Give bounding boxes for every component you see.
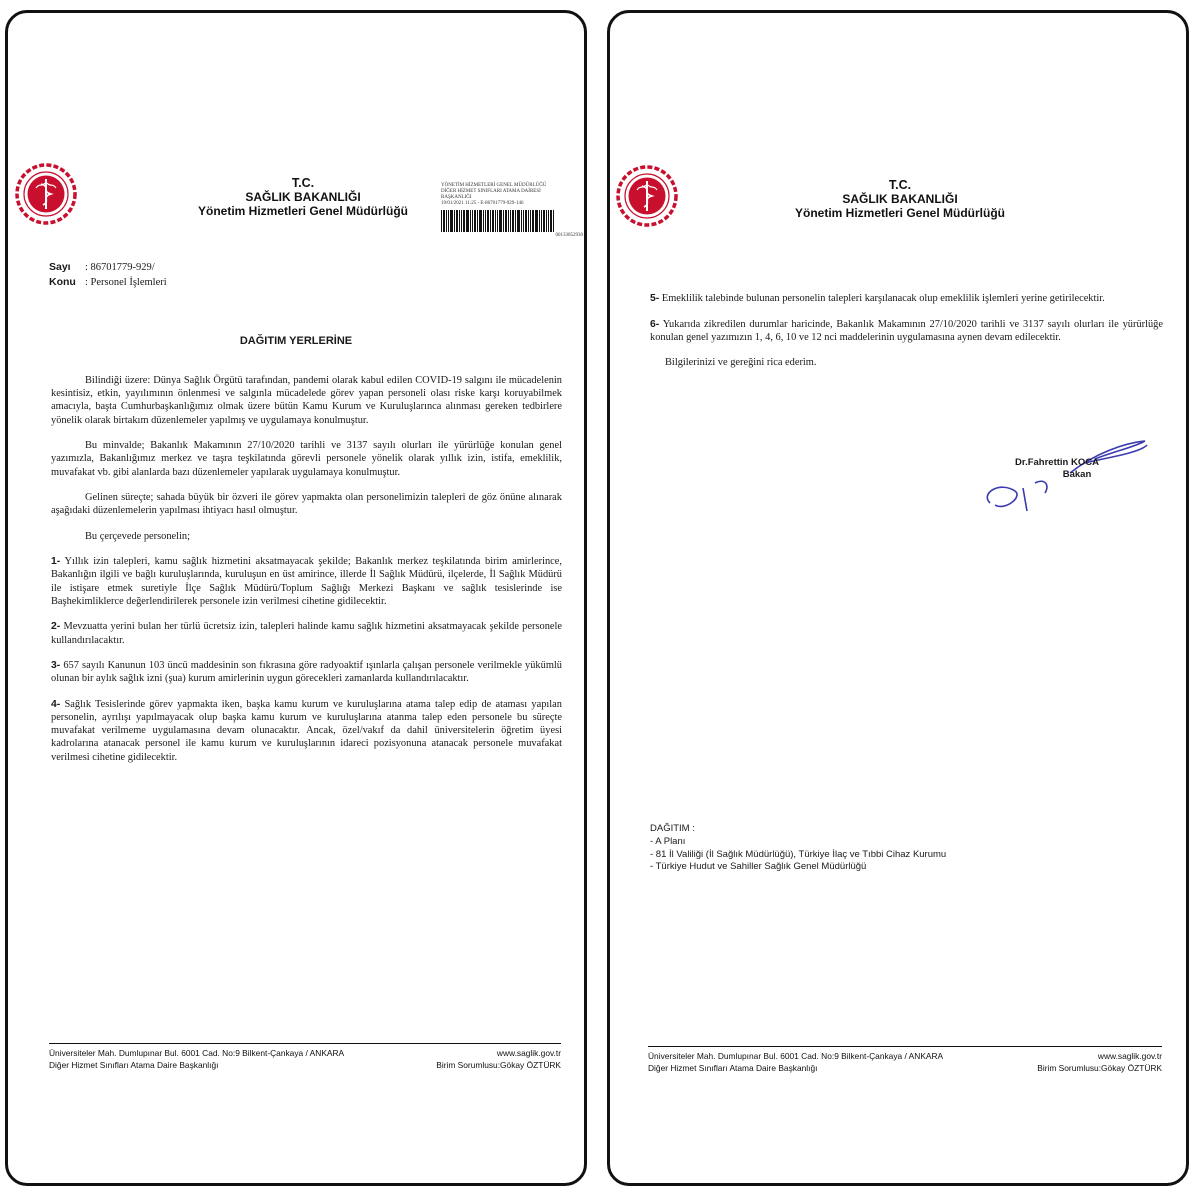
list-item-3 [51,659,562,685]
barcode-number: 00133052930 [555,233,583,238]
barcode-bar [463,210,465,232]
barcode-bar [543,210,545,232]
barcode-bar [550,210,552,232]
barcode-bar [530,210,531,232]
letterhead-ministry: SAĞLIK BAKANLIĞI [245,190,361,204]
list-item-6 [650,318,1163,344]
letterhead-tc: T.C. [888,178,912,192]
distribution-item: - 81 İl Valiliği (İl Sağlık Müdürlüğü), Türkiye İlaç ve Tıbbi Cihaz Kurumu [650,848,947,860]
barcode-bar [553,210,554,232]
barcode-bar [528,210,529,232]
footer-department: Diğer Hizmet Sınıfları Atama Daire Başkanlığı [49,1059,219,1070]
footer-website: www.saglik.gov.tr [496,1048,561,1058]
barcode-bar [508,210,509,232]
footer-website: www.saglik.gov.tr [1097,1051,1162,1061]
item-text: Sağlık Tesislerinde görev yapmakta iken, başka kamu kurum ve kuruluşlarına atama talep edip de ataması yapılan personelin, ayrılışı yapılmayacak olup başka kamu kurum ve kuruluşlarına atanma talep eden personele bu süreçte muvafakat verilmeme uygulamasına devam olunacaktır. Ancak, özel/vakıf da dahil üniversitelerin öğretim üyesi kadrolarına atanacak personel ile kamu kurum ve kuruluşlarının idareci pozisyonuna atanacak personele muvafakat verilmesi cihetine gidilecektir. [51,698,562,763]
item-number: 4- [51,698,61,710]
ministry-logo [15,163,77,225]
barcode-bar [470,210,471,232]
signature-block [1002,457,1112,481]
barcode-bar [499,210,502,232]
stamp-line: DİĞER HİZMET SINIFLARI ATAMA DAİRESİ [441,189,541,194]
barcode-bar [532,210,534,232]
barcode-bar [503,210,504,232]
barcode-bar [515,210,516,232]
barcode-bar [490,210,491,232]
barcode-bar [521,210,522,232]
barcode-bar [459,210,460,232]
sayi-label: Sayı [49,261,71,273]
barcode-bar [450,210,453,232]
footer-department: Diğer Hizmet Sınıfları Atama Daire Başkanlığı [648,1062,818,1073]
page-footer [648,1046,1162,1074]
barcode-bar [456,210,458,232]
distribution-item: - A Planı [650,835,686,847]
barcode-bar [535,210,538,232]
item-number: 5- [650,293,660,304]
barcode-bar [443,210,445,232]
distribution-item: - Türkiye Hudut ve Sahiller Sağlık Genel Müdürlüğü [650,861,867,873]
konu-label: Konu [49,276,76,288]
item-text: Mevzuatta yerini bulan her türlü ücretsiz izin, talepleri halinde kamu sağlık hizmetini aksatmayacak şekilde personele kullandırılacaktır. [51,621,562,646]
barcode-bar [495,210,496,232]
closing-line: Bilgilerinizi ve gereğini rica ederim. [665,357,817,369]
barcode-bar [548,210,549,232]
letterhead-ministry: SAĞLIK BAKANLIĞI [842,192,958,206]
barcode-bar [512,210,514,232]
item-text: Emeklilik talebinde bulunan personelin talepleri karşılanacak olup emeklilik işlemleri yerine getirilecektir. [661,293,1105,304]
item-text: 657 sayılı Kanunun 103 üncü maddesinin son fıkrasına göre radyoaktif ışınlarla çalışan personele verilmekle yükümlü olunan bir aylık sağlık izni (şua) kurum amirlerinin uygun görecekleri zamanlarda kullandırılacaktır. [51,660,562,685]
paragraph: Bu minvalde; Bakanlık Makamının 27/10/2020 tarihli ve 3137 sayılı olurları ile yürürlüğe konulan genel yazımızla, Bakanlığımız merkez ve taşra teşkilatında görevli personele yönelik olarak yıllık izin, istifa, emeklilik, muvafakat vb. gibi alanlarda bazı düzenlemeler yapılarak uygulamaya konulmuştur. [51,440,562,478]
item-number: 1- [51,556,61,568]
barcode-bar [505,210,507,232]
signer-name: Dr.Fahrettin KOCA [1015,457,1099,468]
barcode-bar [541,210,542,232]
barcode-bar [441,210,442,232]
barcode-bar [492,210,494,232]
list-item-5 [650,292,1163,305]
barcode-bar [461,210,462,232]
barcode-bar [448,210,449,232]
list-item-2 [51,620,562,646]
letterhead-directorate: Yönetim Hizmetleri Genel Müdürlüğü [197,204,409,218]
barcode-bar [485,210,486,232]
item-text: Yukarıda zikredilen durumlar haricinde, Bakanlık Makamının 27/10/2020 tarihli ve 3137 sayılı olurları ile yürürlüğe konulan genel yazımızın 1, 4, 6, 10 ve 12 nci maddelerinin uygulamasına aynen devam edilecektir. [650,318,1163,343]
barcode-bar [539,210,540,232]
distribution-title: DAĞITIM : [650,823,695,834]
footer-responsible: Birim Sorumlusu:Gökay ÖZTÜRK [1037,1062,1162,1073]
barcode-bar [446,210,447,232]
ministry-logo [616,165,678,227]
stamp-line: 19/01/2021 11:25 - E-86701779-929-146 [441,201,524,206]
barcode-bar [517,210,520,232]
barcode [441,210,583,232]
stamp-line: BAŞKANLIĞI [441,195,472,200]
barcode-bar [487,210,489,232]
konu-value: : Personel İşlemleri [85,277,167,288]
item-number: 3- [51,660,61,672]
barcode-bar [497,210,498,232]
registry-stamp [441,183,583,239]
barcode-bar [474,210,476,232]
list-item-1 [51,555,562,608]
item-number: 6- [650,318,660,330]
distribution-list [650,823,1150,874]
document-title: DAĞITIM YERLERİNE [239,335,353,347]
signer-title: Bakan [1062,469,1092,480]
letterhead-directorate: Yönetim Hizmetleri Genel Müdürlüğü [794,206,1006,220]
barcode-bar [477,210,478,232]
barcode-bar [483,210,484,232]
paragraph: Bilindiği üzere: Dünya Sağlık Örgütü tarafından, pandemi olarak kabul edilen COVID-19 salgını ile mücadelenin kesintisiz, etkin, yayılımının önlenmesi ve salgınla mücadelede görev yapan personeli olası riske karşı koruyabilmek amacıyla, başta Cumhurbaşkanlığımız olmak üzere bütün Kamu Kurum ve Kuruluşlarınca alınması gereken tedbirlere yönelik olarak birtakım düzenlemeler yapılmış ve uygulamaya konulmuştur. [51,375,562,426]
page-footer [49,1043,561,1071]
barcode-bar [510,210,511,232]
letterhead [775,178,1025,220]
barcode-bar [523,210,524,232]
footer-address: Üniversiteler Mah. Dumlupınar Bul. 6001 Cad. No:9 Bilkent-Çankaya / ANKARA [648,1051,944,1061]
document-meta [49,260,167,290]
document-page-2 [607,10,1189,1186]
barcode-bar [466,210,469,232]
barcode-bar [454,210,455,232]
document-page-1 [5,10,587,1186]
letterhead-tc: T.C. [291,176,315,190]
barcode-bar [472,210,473,232]
list-item-4 [51,698,562,764]
page1-body [51,374,562,776]
footer-address: Üniversiteler Mah. Dumlupınar Bul. 6001 Cad. No:9 Bilkent-Çankaya / ANKARA [49,1048,345,1058]
barcode-bar [479,210,482,232]
barcode-bar [546,210,547,232]
item-number: 2- [51,621,61,633]
footer-responsible: Birim Sorumlusu:Gökay ÖZTÜRK [436,1059,561,1070]
page2-body [650,292,1163,382]
stamp-line: YÖNETİM HİZMETLERİ GENEL MÜDÜRLÜĞÜ [441,183,547,188]
item-text: Yıllık izin talepleri, kamu sağlık hizmetini aksatmayacak şekilde; Bakanlık merkez teşkilatında birim amirlerince, Bakanlığın ilgili ve bağlı kuruluşlarında, kuruluşun en üst amirince, illerde İl Sağlık Müdürü, ilçelerde, İl Sağlık Müdürü ile istişare etmek suretiyle İlçe Sağlık Müdürü/Toplum Sağlığı Merkezi Başkanı ve sağlık tesislerinde ise Başhekimliklerce değerlendirilerek personele izin verilmesi cihetine gidilecektir. [51,556,562,607]
letterhead [178,176,428,218]
paragraph: Gelinen süreçte; sahada büyük bir özveri ile görev yapmakta olan personelimizin talepleri de göz önüne alınarak aşağıdaki düzenlemelerin yapılması ihtiyacı hasıl olmuştur. [51,492,562,517]
paragraph: Bu çerçevede personelin; [85,530,191,542]
sayi-value: : 86701779-929/ [85,262,155,273]
barcode-bar [525,210,527,232]
